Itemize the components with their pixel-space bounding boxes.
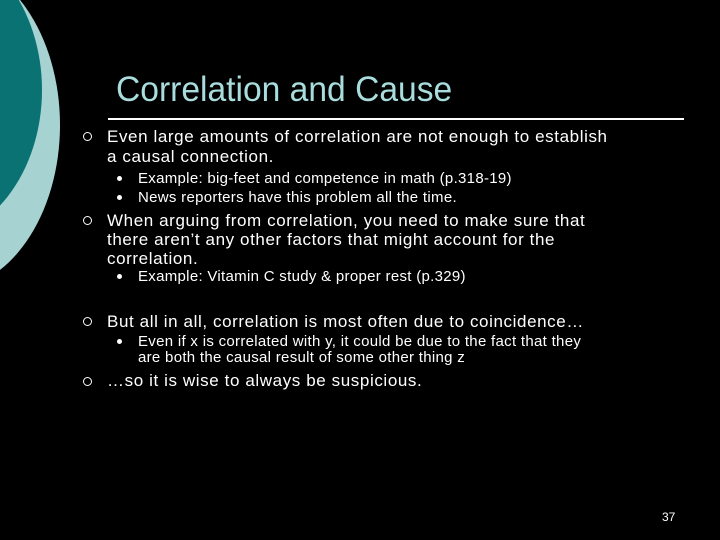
sub-bullet-marker: [117, 195, 122, 200]
bullet-marker: [83, 132, 92, 141]
page-number: 37: [662, 510, 676, 524]
bullet-1-line-2: a causal connection.: [107, 147, 274, 166]
decorative-circles: [0, 0, 120, 540]
title-underline: [108, 118, 684, 120]
bullet-3-sub-1-line-2: are both the causal result of some other thing z: [138, 349, 466, 366]
bullet-2-line-1: When arguing from correlation, you need to make sure that: [107, 211, 586, 230]
bullet-marker: [83, 216, 92, 225]
slide-title: Correlation and Cause: [116, 70, 453, 109]
sub-bullet-marker: [117, 339, 122, 344]
bullet-4-line-1: …so it is wise to always be suspicious.: [107, 371, 423, 390]
bullet-3-sub-1-line-1: Even if x is correlated with y, it could be due to the fact that they: [138, 333, 582, 350]
bullet-2-line-2: there aren’t any other factors that might account for the: [107, 230, 556, 249]
bullet-1-line-1: Even large amounts of correlation are not enough to establish: [107, 127, 608, 146]
sub-bullet-marker: [117, 176, 122, 181]
bullet-3-line-1: But all in all, correlation is most often due to coincidence…: [107, 312, 584, 331]
sub-bullet-marker: [117, 274, 122, 279]
bullet-1-sub-1: Example: big-feet and competence in math (p.318-19): [138, 170, 512, 187]
bullet-marker: [83, 377, 92, 386]
bullet-1-sub-2: News reporters have this problem all the time.: [138, 189, 457, 206]
bullet-2-line-3: correlation.: [107, 249, 199, 268]
bullet-2-sub-1: Example: Vitamin C study & proper rest (p.329): [138, 268, 466, 285]
bullet-marker: [83, 317, 92, 326]
